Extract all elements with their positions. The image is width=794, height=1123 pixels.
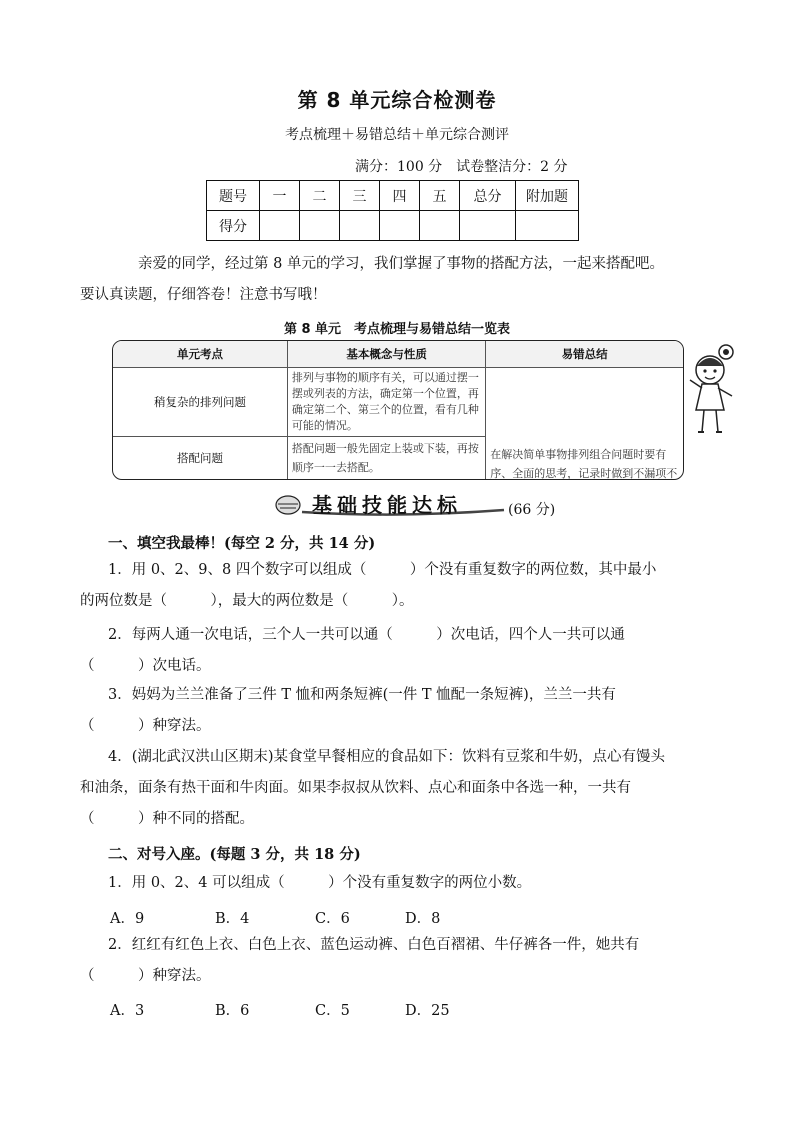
question-1-3 — [80, 680, 718, 742]
question-text: 1．用 0、2、4 可以组成（ ）个没有重复数字的两位小数。 — [108, 875, 532, 891]
question-text: 4．(湖北武汉洪山区期末)某食堂早餐相应的食品如下：饮料有豆浆和牛奶，点心有馒头 — [108, 749, 666, 765]
question-text: 和油条，面条有热干面和牛肉面。如果李叔叔从饮料、点心和面条中各选一种，一共有 — [80, 780, 631, 796]
score-table — [206, 180, 579, 241]
summary-topic — [113, 480, 287, 481]
score-blank[interactable] — [460, 211, 516, 241]
option-b[interactable]: B．6 — [215, 1003, 250, 1019]
score-cell: 二 — [300, 181, 340, 211]
intro-line: 亲爱的同学，经过第 8 单元的学习，我们掌握了事物的搭配方法，一起来搭配吧。 — [138, 256, 664, 272]
score-table-score-row — [207, 211, 579, 241]
banner-title: 基础技能达标 — [312, 493, 462, 517]
summary-header: 易错总结 — [486, 341, 683, 368]
question-2-1-options — [110, 907, 440, 928]
question-1-2 — [80, 620, 718, 682]
score-blank[interactable] — [340, 211, 380, 241]
score-cell: 三 — [340, 181, 380, 211]
question-1-4 — [80, 742, 718, 835]
summary-table — [112, 340, 684, 480]
question-text: （ ）种穿法。 — [80, 718, 211, 734]
score-cell: 五 — [420, 181, 460, 211]
banner-score: (66 分) — [508, 502, 556, 518]
question-1-1 — [80, 555, 718, 617]
summary-content: 搭配问题一般先固定上装或下装，再按顺序一一去搭配。 — [287, 437, 485, 480]
score-blank[interactable] — [516, 211, 579, 241]
page-subtitle: 考点梳理＋易错总结＋单元综合测评 — [285, 127, 509, 143]
score-cell: 一 — [260, 181, 300, 211]
summary-header: 单元考点 — [113, 341, 287, 368]
option-d[interactable]: D．25 — [405, 1003, 450, 1019]
score-cell: 四 — [380, 181, 420, 211]
question-text: （ ）种不同的搭配。 — [80, 811, 254, 827]
question-text: 3．妈妈为兰兰准备了三件 T 恤和两条短裤(一件 T 恤配一条短裤)，兰兰一共有 — [108, 687, 616, 703]
question-text: 1．用 0、2、9、8 四个数字可以组成（ ）个没有重复数字的两位数，其中最小 — [108, 562, 657, 578]
summary-content — [287, 480, 485, 481]
score-info: 满分：100 分 试卷整洁分：2 分 — [355, 159, 568, 175]
question-text: 2．红红有红色上衣、白色上衣、蓝色运动裤、白色百褶裙、牛仔裤各一件，她共有 — [108, 937, 640, 953]
score-blank[interactable] — [380, 211, 420, 241]
score-row-label: 得分 — [207, 211, 260, 241]
section1-title: 一、填空我最棒！(每空 2 分，共 14 分) — [108, 535, 376, 552]
score-cell: 附加题 — [516, 181, 579, 211]
summary-topic: 稍复杂的排列问题 — [113, 368, 287, 437]
question-text: （ ）种穿法。 — [80, 968, 211, 984]
score-blank[interactable] — [420, 211, 460, 241]
option-c[interactable]: C．5 — [315, 1003, 350, 1019]
option-a[interactable]: A．9 — [110, 911, 145, 927]
question-2-2 — [80, 930, 718, 992]
summary-note: 在解决简单事物排列组合问题时要有序、全面的思考，记录时做到不漏项不 — [486, 368, 683, 481]
intro-text — [80, 249, 740, 311]
option-d[interactable]: D．8 — [405, 911, 441, 927]
question-2-2-options — [110, 999, 450, 1020]
option-c[interactable]: C．6 — [315, 911, 350, 927]
section2-title: 二、对号入座。(每题 3 分，共 18 分) — [108, 846, 361, 863]
intro-line: 要认真读题，仔细答卷！注意书写哦！ — [80, 287, 327, 303]
summary-table-title: 第 8 单元 考点梳理与易错总结一览表 — [283, 322, 511, 337]
question-2-1 — [80, 868, 718, 899]
score-cell: 题号 — [207, 181, 260, 211]
score-table-header-row — [207, 181, 579, 211]
cartoon-girl-icon — [686, 340, 742, 440]
question-text: 2．每两人通一次电话，三个人一共可以通（ ）次电话，四个人一共可以通 — [108, 627, 625, 643]
question-text: （ ）次电话。 — [80, 658, 211, 674]
summary-topic: 搭配问题 — [113, 437, 287, 480]
score-blank[interactable] — [260, 211, 300, 241]
option-b[interactable]: B．4 — [215, 911, 250, 927]
page-title: 第 8 单元综合检测卷 — [297, 88, 497, 112]
option-a[interactable]: A．3 — [110, 1003, 145, 1019]
score-blank[interactable] — [300, 211, 340, 241]
summary-content: 排列与事物的顺序有关，可以通过摆一摆或列表的方法，确定第一个位置，再确定第二个、第三个的位置，看有几种可能的情况。 — [287, 368, 485, 437]
question-text: 的两位数是（ ），最大的两位数是（ ）。 — [80, 593, 414, 609]
summary-header: 基本概念与性质 — [287, 341, 485, 368]
score-cell: 总分 — [460, 181, 516, 211]
